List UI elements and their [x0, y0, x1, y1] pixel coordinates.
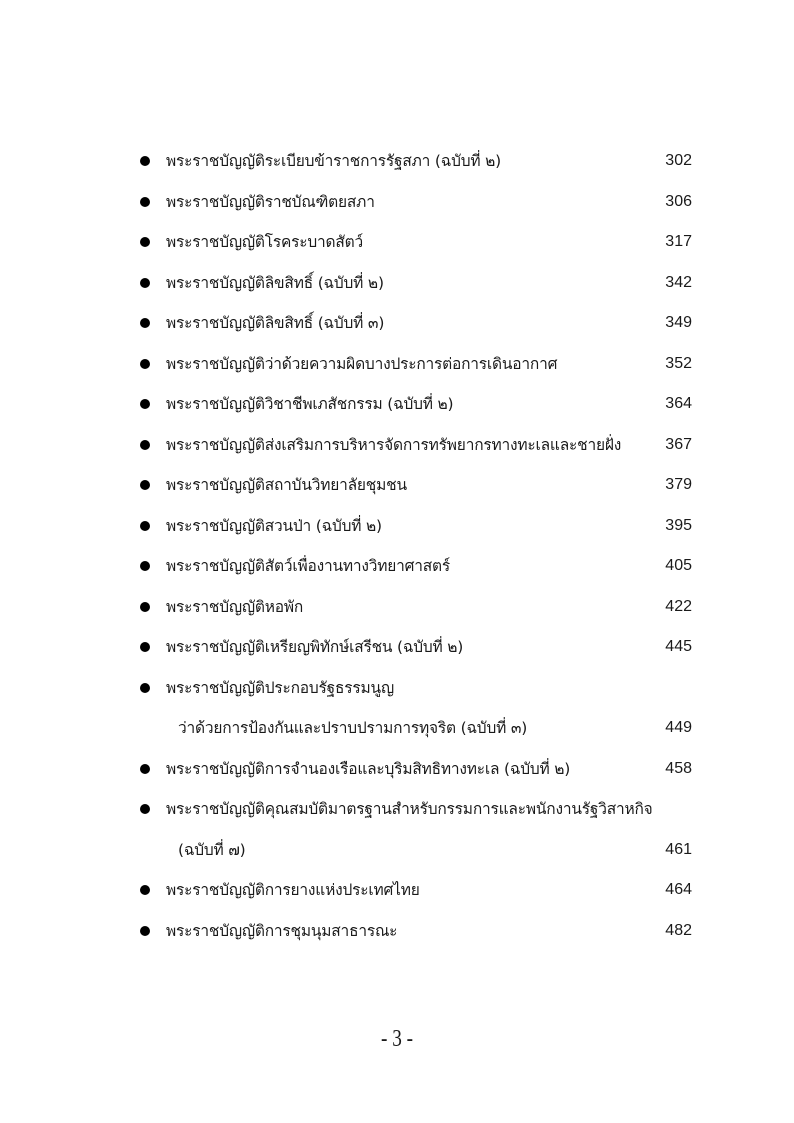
toc-entry-line	[138, 268, 694, 309]
toc-entry-line	[138, 349, 694, 390]
toc-entry	[138, 268, 694, 309]
toc-entry-title: พระราชบัญญัติราชบัณฑิตยสภา	[166, 192, 375, 211]
toc-entry-title: (ฉบับที่ ๗)	[178, 840, 246, 859]
toc-entry-page-number: 379	[665, 476, 692, 493]
toc-entry-title: พระราชบัญญัติระเบียบข้าราชการรัฐสภา (ฉบับที่ ๒)	[166, 152, 501, 170]
toc-entry	[138, 227, 694, 268]
toc-entry-line	[138, 389, 694, 430]
toc-entry-line	[138, 308, 694, 349]
toc-entry-page-number: 458	[665, 759, 692, 777]
toc-entry-page-number: 464	[665, 881, 692, 898]
toc-entry-page-number: 449	[665, 719, 692, 736]
toc-entry	[138, 430, 694, 471]
bullet-icon	[140, 318, 150, 328]
toc-entry-title: พระราชบัญญัติโรคระบาดสัตว์	[166, 233, 364, 251]
toc-entry-line	[138, 511, 694, 552]
toc-entry-line	[138, 916, 694, 957]
bullet-icon	[140, 237, 150, 247]
toc-entry-page-number: 364	[665, 395, 692, 412]
toc-entry-title: พระราชบัญญัติการยางแห่งประเทศไทย	[166, 881, 420, 899]
toc-entry-page-number: 422	[665, 597, 692, 615]
toc-entry-page-number: 405	[665, 557, 692, 574]
toc-entry-title: พระราชบัญญัติหอพัก	[166, 597, 304, 616]
toc-entry-title: พระราชบัญญัติการจำนองเรือและบุริมสิทธิทางทะเล (ฉบับที่ ๒)	[166, 759, 571, 778]
bullet-icon	[140, 642, 150, 652]
toc-entry-line	[138, 632, 694, 673]
bullet-icon	[140, 885, 150, 895]
toc-entry	[138, 389, 694, 430]
toc-entry	[138, 592, 694, 633]
toc-entry-page-number: 342	[665, 273, 692, 291]
toc-entry-line	[138, 713, 694, 754]
toc-entry-line	[138, 875, 694, 916]
toc-entry-line	[138, 673, 694, 714]
toc-entry-page-number: 367	[665, 435, 692, 453]
bullet-icon	[140, 197, 150, 207]
toc-entry-title: พระราชบัญญัติว่าด้วยความผิดบางประการต่อการเดินอากาศ	[166, 354, 558, 373]
bullet-icon	[140, 804, 150, 814]
toc-entry-title: พระราชบัญญัติลิขสิทธิ์ (ฉบับที่ ๒)	[166, 273, 384, 292]
bullet-icon	[140, 359, 150, 369]
toc-entry-title: ว่าด้วยการป้องกันและปราบปรามการทุจริต (ฉบับที่ ๓)	[178, 719, 528, 737]
toc-entry-page-number: 349	[665, 314, 692, 331]
toc-entry	[138, 673, 694, 754]
toc-entry	[138, 308, 694, 349]
toc-entry-page-number: 317	[665, 233, 692, 250]
toc-entry-line	[138, 551, 694, 592]
toc-entry-page-number: 306	[665, 192, 692, 210]
toc-entry	[138, 511, 694, 552]
bullet-icon	[140, 561, 150, 571]
bullet-icon	[140, 278, 150, 288]
toc-entry	[138, 349, 694, 390]
toc-entry-title: พระราชบัญญัติการชุมนุมสาธารณะ	[166, 921, 398, 940]
toc-entry-line	[138, 430, 694, 471]
bullet-icon	[140, 440, 150, 450]
bullet-icon	[140, 156, 150, 166]
toc-entry	[138, 916, 694, 957]
toc-entry	[138, 632, 694, 673]
toc-entry-title: พระราชบัญญัติลิขสิทธิ์ (ฉบับที่ ๓)	[166, 314, 385, 332]
toc-entry-title: พระราชบัญญัติวิชาชีพเภสัชกรรม (ฉบับที่ ๒)	[166, 395, 454, 413]
toc-entry-page-number: 302	[665, 152, 692, 169]
page-number-footer: - 3 -	[381, 1026, 413, 1052]
toc-entry-line	[138, 835, 694, 876]
toc-entry	[138, 754, 694, 795]
toc-entry-line	[138, 146, 694, 187]
toc-entry	[138, 146, 694, 187]
bullet-icon	[140, 764, 150, 774]
toc-entry-page-number: 352	[665, 354, 692, 372]
toc-entry-line	[138, 754, 694, 795]
toc-entry-title: พระราชบัญญัติสัตว์เพื่องานทางวิทยาศาสตร์	[166, 557, 451, 575]
toc-entry-title: พระราชบัญญัติส่งเสริมการบริหารจัดการทรัพยากรทางทะเลและชายฝั่ง	[166, 435, 622, 454]
toc-entry-page-number: 395	[665, 516, 692, 534]
toc-entry-line	[138, 227, 694, 268]
toc-entry-title: พระราชบัญญัติคุณสมบัติมาตรฐานสำหรับกรรมการและพนักงานรัฐวิสาหกิจ	[166, 800, 653, 818]
toc-entry	[138, 875, 694, 916]
toc-entry-title: พระราชบัญญัติประกอบรัฐธรรมนูญ	[166, 678, 394, 697]
toc-entry-page-number: 445	[665, 638, 692, 655]
bullet-icon	[140, 521, 150, 531]
toc-entry	[138, 470, 694, 511]
toc-entry-page-number: 461	[665, 840, 692, 858]
toc-entry-line	[138, 187, 694, 228]
bullet-icon	[140, 602, 150, 612]
bullet-icon	[140, 683, 150, 693]
toc-entry-line	[138, 470, 694, 511]
bullet-icon	[140, 926, 150, 936]
toc-entry	[138, 551, 694, 592]
bullet-icon	[140, 399, 150, 409]
toc-entry-line	[138, 794, 694, 835]
toc-entry-line	[138, 592, 694, 633]
toc-entry-page-number: 482	[665, 921, 692, 939]
toc-entry	[138, 794, 694, 875]
toc-entry	[138, 187, 694, 228]
toc-entry-title: พระราชบัญญัติสวนป่า (ฉบับที่ ๒)	[166, 516, 382, 535]
table-of-contents	[138, 146, 694, 956]
bullet-icon	[140, 480, 150, 490]
toc-entry-title: พระราชบัญญัติเหรียญพิทักษ์เสรีชน (ฉบับที่ ๒)	[166, 638, 464, 656]
toc-entry-title: พระราชบัญญัติสถาบันวิทยาลัยชุมชน	[166, 476, 407, 494]
